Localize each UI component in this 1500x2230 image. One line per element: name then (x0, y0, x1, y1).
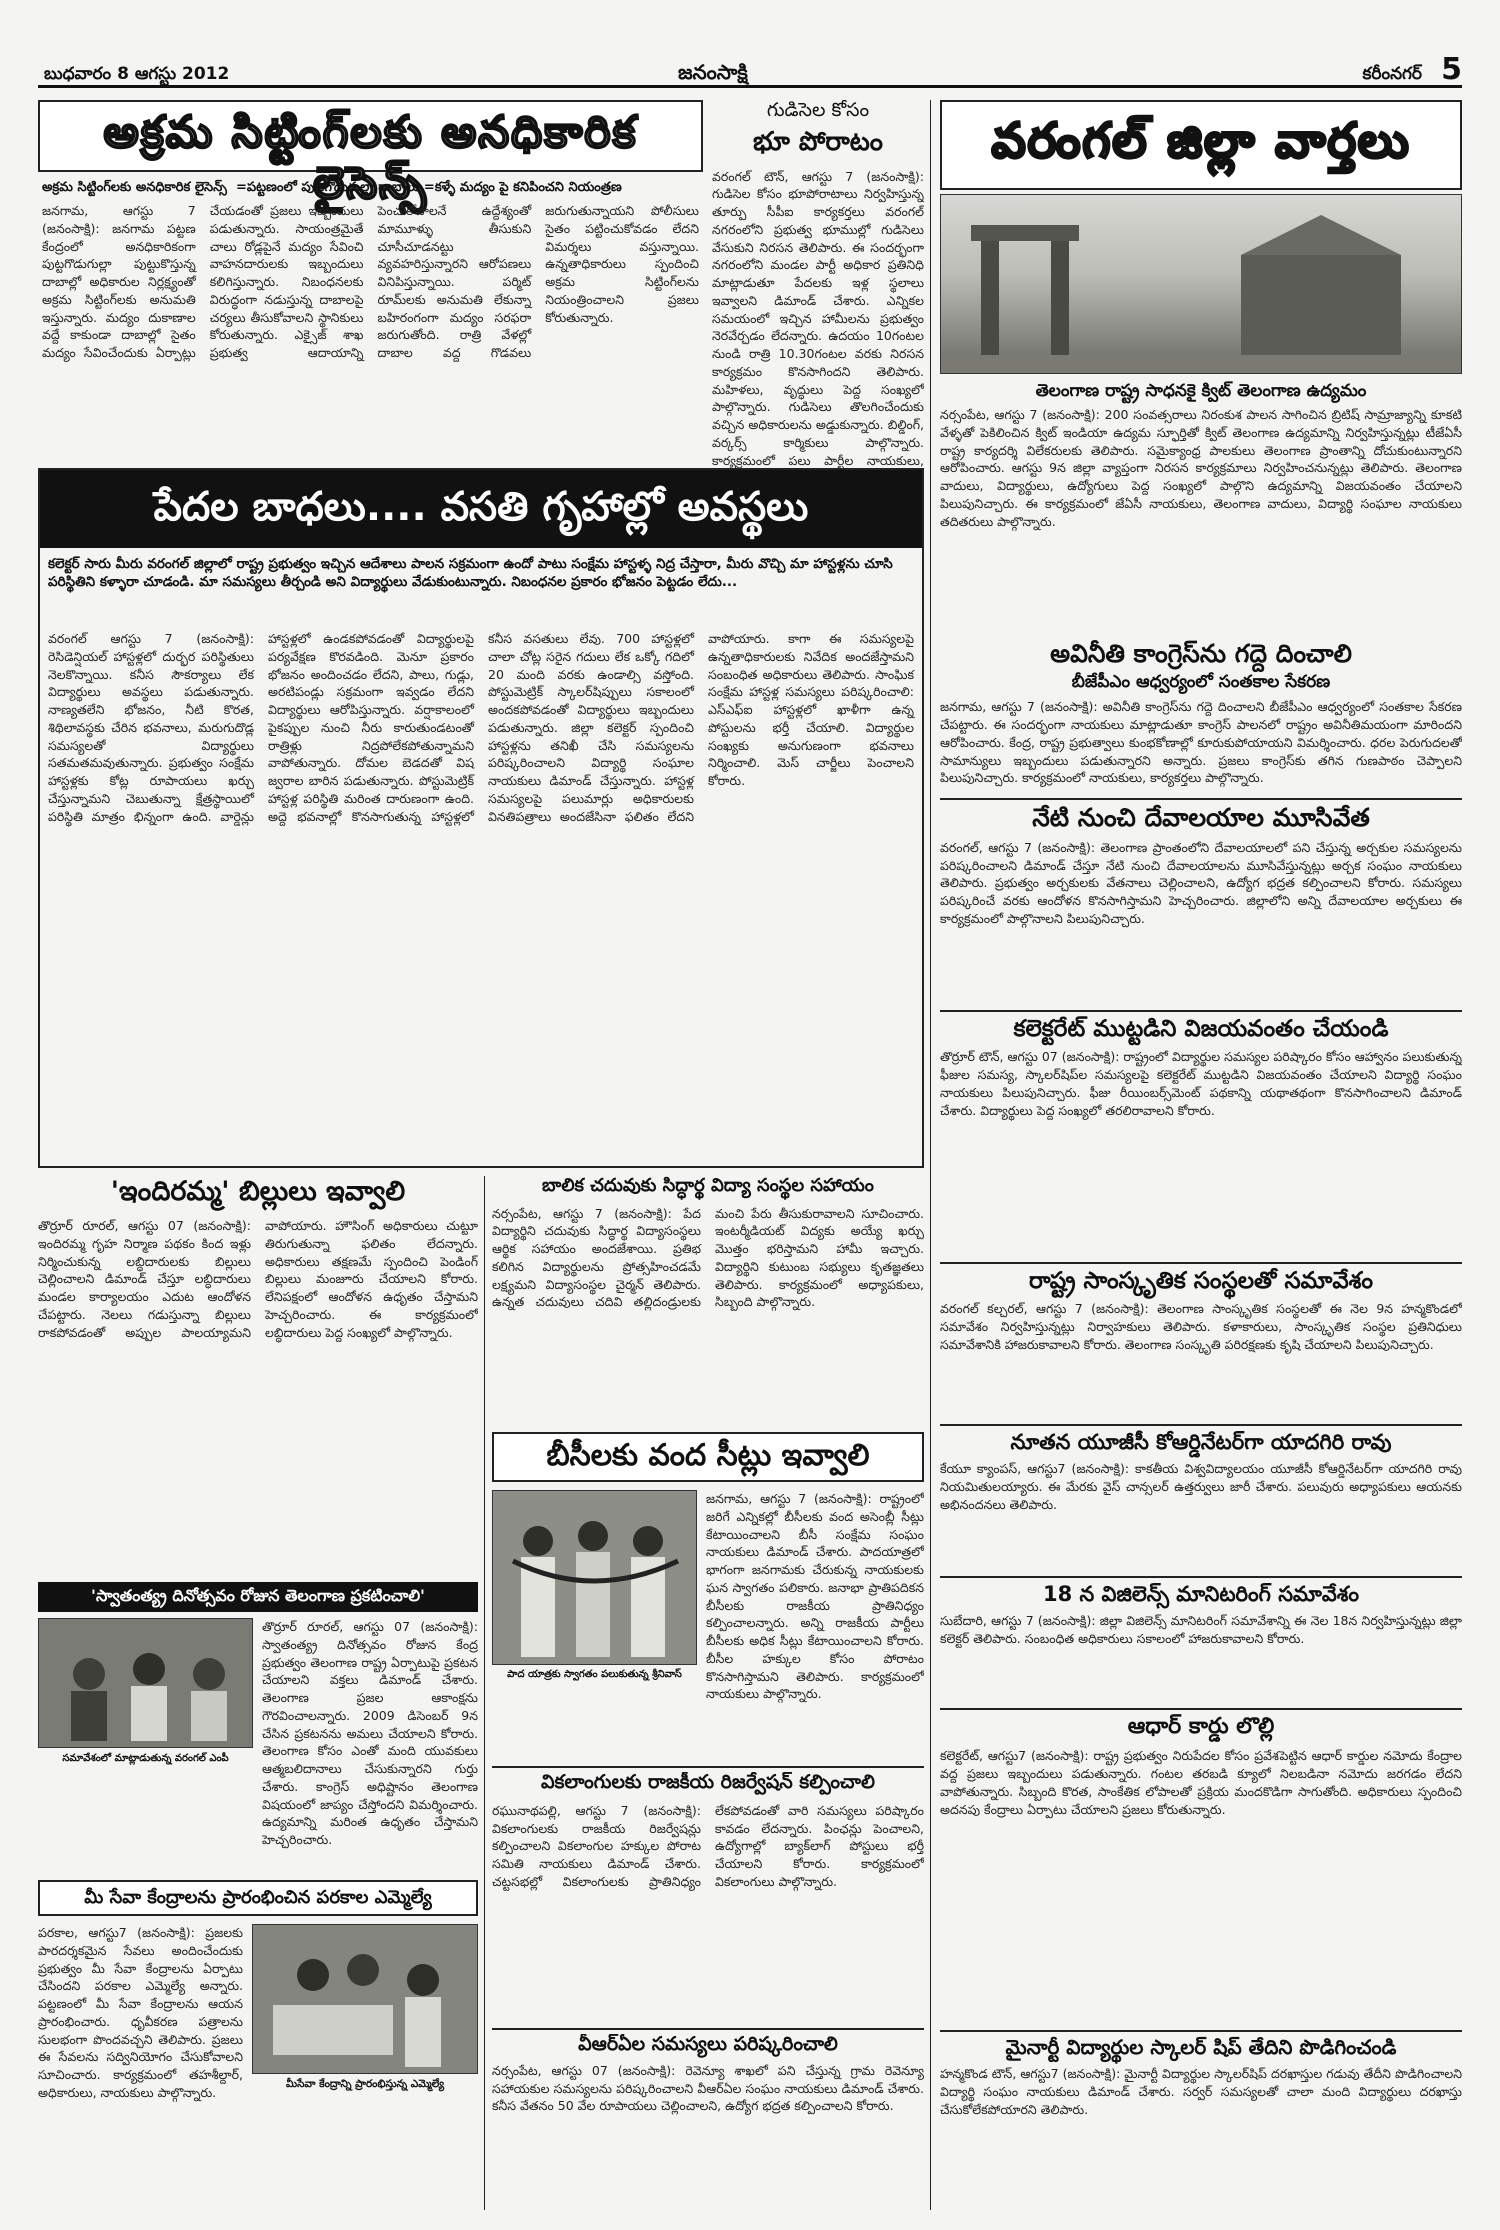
meeting-illustration (39, 1619, 253, 1748)
headline: పేదల బాధలు.... వసతి గృహాల్లో అవస్థలు (153, 484, 809, 530)
issue-date: బుధవారం 8 ఆగస్టు 2012 (44, 64, 230, 84)
padayatra-photo (492, 1490, 697, 1665)
section-rule (492, 1766, 924, 1768)
photo-caption: మీసేవా కేంద్రాన్ని ప్రారంభిస్తున్న ఎమ్మెల్యే (285, 2078, 445, 2090)
article-body: నర్సంపేట, ఆగస్టు 7 (జనంసాక్షి): పేద విద్యార్థిని చదువుకు సిద్ధార్థ విద్యాసంస్థలు ఆర్థిక సహాయం అందజేశాయి. ప్రతిభ కలిగిన విద్యార్థులను ప్రోత్సహించడమే లక్ష్యమని విద్యాసంస్థల చైర్మన్ తెలిపారు. ఉన్నత చదువులు చదివి తల్లిదండ్రులకు మంచి పేరు తీసుకురావాలని సూచించారు. ఇంటర్మీడియట్ విద్యకు అయ్యే ఖర్చు మొత్తం భరిస్తామని హామీ ఇచ్చారు. విద్యార్థిని కుటుంబ సభ్యులు కృతజ్ఞతలు తెలిపారు. కార్యక్రమంలో అధ్యాపకులు, సిబ్బంది పాల్గొన్నారు. (492, 1205, 924, 1310)
headline: అవినీతి కాంగ్రెస్‌ను గద్దె దించాలి (1050, 640, 1352, 668)
headline: కలెక్టరేట్ ముట్టడిని విజయవంతం చేయండి (1013, 1016, 1389, 1042)
article-body: సుబేదారి, ఆగస్టు 7 (జనంసాక్షి): జిల్లా విజిలెన్స్ మానిటరింగ్ సమావేశాన్ని ఈ నెల 18న నిర్వహిస్తున్నట్లు జిల్లా కలెక్టర్ తెలిపారు. సంబంధిత అధికారులు సకాలంలో హాజరుకావాలని కోరారు. (940, 1613, 1462, 1646)
article-body: నర్సంపేట, ఆగస్టు 07 (జనంసాక్షి): రెవెన్యూ శాఖలో పని చేస్తున్న గ్రామ రెవెన్యూ సహాయకుల సమస్యలను పరిష్కరించాలని వీఆర్ఏల సంఘం నాయకులు డిమాండ్ చేశారు. కనీస వేతనం 50 వేల రూపాయలు చెల్లించాలని, ఉద్యోగ భద్రత కల్పించాలని కోరారు. (492, 2062, 924, 2114)
column-rule (484, 1176, 485, 2210)
headline: నూతన యూజీసీ కోఆర్డినేటర్‌గా యాదగిరి రావు (1010, 1430, 1392, 1454)
headline: 'స్వాతంత్య్ర దినోత్సవం రోజున తెలంగాణ ప్రకటించాలి' (91, 1586, 425, 1605)
article-cultural-meeting (940, 1268, 1462, 1418)
section-title: వరంగల్ జిల్లా వార్తలు (991, 113, 1411, 169)
article-body: వరంగల్ టౌన్, ఆగస్టు 7 (జనంసాక్షి): గుడిసెల కోసం భూపోరాటాలు నిర్వహిస్తున్న తూర్పు సీపీఐ కార్యకర్తలు వరంగల్ నగరంలోని ప్రభుత్వ భూముల్లో గుడిసెలు వేసుకుని నిరసన తెలిపారు. ఈ సందర్భంగా నగరంలోని మండల పార్టీ అధికార ప్రతినిధి మాట్లాడుతూ పేదలకు ఇళ్ల స్థలాలు ఇవ్వాలని డిమాండ్ చేశారు. ఎన్నికల సమయంలో ఇచ్చిన హామీలను ప్రభుత్వం నెరవేర్చడం లేదన్నారు. ఉదయం 10గంటల నుండి రాత్రి 10.30గంటల వరకు నిరసన కార్యక్రమం కొనసాగిందని తెలిపారు. మహిళలు, వృద్ధులు పెద్ద సంఖ్యలో పాల్గొన్నారు. గుడిసెలు తొలగించేందుకు వచ్చిన అధికారులను అడ్డుకున్నారు. బిల్డింగ్, వర్కర్స్ కార్మికులు పాల్గొన్నారు. కార్యక్రమంలో పలు పార్టీల నాయకులు, (712, 168, 924, 468)
newspaper-logo: జనంసాక్షి (678, 60, 748, 84)
article-body: తొర్రూర్ టౌన్, ఆగస్టు 07 (జనంసాక్షి): రాష్ట్రంలో విద్యార్థుల సమస్యల పరిష్కారం కోసం ఆహ్వానం పలుకుతున్న ఫీజుల సమస్య, స్కాలర్‌షిప్‌ల సమస్యలపై కలెక్టరేట్ ముట్టడిని విజయవంతం చేయాలని విద్యార్థి సంఘం నాయకులు పిలుపునిచ్చారు. ఫీజు రీయింబర్స్‌మెంట్ పథకాన్ని యథాతథంగా కొనసాగించాలని డిమాండ్ చేశారు. విద్యార్థులు పెద్ద సంఖ్యలో తరలిరావాలని కోరారు. (940, 1049, 1462, 1118)
article-siddhartha-aid (492, 1176, 924, 1426)
headline: అక్రమ సిట్టింగ్‌లకు అనధికారిక లైసెన్స్ (103, 107, 638, 209)
section-rule (940, 1424, 1462, 1426)
fort-gate-illustration (941, 195, 1462, 374)
article-aadhaar-trouble (940, 1714, 1462, 2024)
photo-caption: సమావేశంలో మాట్లాడుతున్న వరంగల్ ఎంపీ (62, 1753, 229, 1764)
edition-city: కరీంనగర్ (1362, 64, 1422, 84)
article-body: తొర్రూర్ రూరల్, ఆగస్టు 07 (జనంసాక్షి): ఇందిరమ్మ గృహ నిర్మాణ పథకం కింద ఇళ్లు నిర్మించుకున్న లబ్ధిదారులకు బిల్లులు చెల్లించాలని డిమాండ్ చేస్తూ లబ్ధిదారులు మండల కార్యాలయం ఎదుట ఆందోళన చేపట్టారు. నెలలు గడుస్తున్నా బిల్లులు రాకపోవడంతో అప్పుల పాలయ్యామని వాపోయారు. హౌసింగ్ అధికారులు చుట్టూ తిరుగుతున్నా ఫలితం లేదన్నారు. అధికారులు తక్షణమే స్పందించి పెండింగ్ బిల్లులు మంజూరు చేయాలని కోరారు. లేనిపక్షంలో ఆందోళన ఉధృతం చేస్తామని హెచ్చరించారు. ఈ కార్యక్రమంలో లబ్ధిదారులు పెద్ద సంఖ్యలో పాల్గొన్నారు. (38, 1218, 478, 1340)
article-body: జనగామ, ఆగస్టు 7 (జనంసాక్షి): జనగామ పట్టణ కేంద్రంలో అనధికారికంగా పుట్టగొడుగుల్లా పుట్టుకొస్తున్న దాబాల్లో అధికారుల నిర్లక్ష్యంతో అక్రమ సిట్టింగ్‌లకు అనుమతి ఇస్తున్నారు. మద్యం దుకాణాల వద్దే కాకుండా దాబాల్లో సైతం మద్యం సేవించేందుకు ఏర్పాట్లు చేయడంతో ప్రజలు ఇబ్బందులు పడుతున్నారు. సాయంత్రమైతే చాలు రోడ్లపైనే మద్యం సేవించి వాహనదారులకు ఇబ్బందులు కలిగిస్తున్నారు. నిబంధనలకు విరుద్ధంగా నడుస్తున్న దాబాలపై చర్యలు తీసుకోవాలని స్థానికులు కోరుతున్నారు. ఎక్సైజ్ శాఖ ప్రభుత్వ ఆదాయాన్ని పెంచుకోవాలనే ఉద్దేశ్యంతో మామూళ్ళు తీసుకుని చూసీచూడనట్టు వ్యవహరిస్తున్నారని ఆరోపణలు వినిపిస్తున్నాయి. పర్మిట్ రూమ్‌లకు అనుమతి లేకున్నా బహిరంగంగా మద్యం సరఫరా జరుగుతోంది. రాత్రి వేళల్లో దాబాల వద్ద గొడవలు జరుగుతున్నాయని పోలీసులు సైతం పట్టించుకోవడం లేదని విమర్శలు వస్తున్నాయి. ఉన్నతాధికారులు స్పందించి అక్రమ సిట్టింగ్‌లను నియంత్రించాలని ప్రజలు కోరుతున్నారు. (42, 203, 699, 360)
headline: బాలిక చదువుకు సిద్ధార్థ విద్యా సంస్థల సహాయం (542, 1176, 874, 1196)
section-rule (492, 2028, 924, 2030)
article-independence-day (38, 1582, 478, 1872)
padayatra-illustration (493, 1491, 697, 1665)
article-minority-scholarship (940, 2036, 1462, 2206)
section-warangal-news (940, 100, 1462, 630)
subheadline: అక్రమ సిట్టింగ్‌లకు అనధికారిక లైసెన్స్ ‍‍‍ =పట్టణంలో పుట్టగొడుగుల్లా దాబాలు =కళ్ళే మద్యం పై కనిపించని నియంత్రణ (42, 180, 622, 195)
headline: రాష్ట్ర సాంస్కృతిక సంస్థలతో సమావేశం (1028, 1268, 1374, 1294)
article-corrupt-congress (940, 640, 1462, 790)
mee-seva-photo (252, 1924, 478, 2074)
headline: వికలాంగులకు రాజకీయ రిజర్వేషన్ కల్పించాలి (541, 1772, 875, 1793)
article-body: పరకాల, ఆగస్టు7 (జనంసాక్షి): ప్రజలకు పారదర్శకమైన సేవలు అందించేందుకు ప్రభుత్వం మీ సేవా కేంద్రాలను ఏర్పాటు చేసిందని పరకాల ఎమ్మెల్యే అన్నారు. పట్టణంలో మీ సేవా కేంద్రాలను ఆయన ప్రారంభించారు. ధృవీకరణ పత్రాలను సులభంగా పొందవచ్చని తెలిపారు. ప్రజలు ఈ సేవలను సద్వినియోగం చేసుకోవాలని సూచించారు. కార్యక్రమంలో తహశీల్దార్, అధికారులు, నాయకులు పాల్గొన్నారు. (38, 1925, 243, 2100)
headline: బీసీలకు వంద సీట్లు ఇవ్వాలి (546, 1438, 870, 1473)
headline: 'ఇందిరమ్మ' బిల్లులు ఇవ్వాలి (110, 1176, 406, 1207)
headline: వీఆర్ఏల సమస్యలు పరిష్కరించాలి (578, 2034, 838, 2055)
subheadline: బీజేపీఎం ఆధ్వర్యంలో సంతకాల సేకరణ (1071, 671, 1331, 692)
article-indiramma-bills (38, 1176, 478, 1576)
headline: భూ పోరాటం (752, 126, 883, 157)
warangal-fort-photo (940, 194, 1462, 374)
inauguration-illustration (253, 1925, 478, 2074)
headline: మీ సేవా కేంద్రాలను ప్రారంభించిన పరకాల ఎమ్మెల్యే (84, 1887, 432, 1908)
article-body: వరంగల్, ఆగస్టు 7 (జనంసాక్షి): తెలంగాణ ప్రాంతంలోని దేవాలయాలలో పని చేస్తున్న అర్చకుల సమస్యలను పరిష్కరించాలని డిమాండ్ చేస్తూ నేటి నుంచి దేవాలయాలను మూసివేస్తున్నట్లు అర్చక సంఘం నాయకులు తెలిపారు. ప్రభుత్వం అర్చకులకు వేతనాలు చెల్లించాలని, ఉద్యోగ భద్రత కల్పించాలని కోరారు. సమస్యలు పరిష్కరించే వరకు ఆందోళన కొనసాగిస్తామని హెచ్చరించారు. జిల్లాలోని అన్ని దేవాలయాల అర్చకులు ఈ కార్యక్రమంలో పాల్గొనాలని పిలుపునిచ్చారు. (940, 839, 1462, 926)
article-vigilance-meeting (940, 1582, 1462, 1702)
headline-box (38, 1880, 478, 1916)
article-body: నర్సంపేట, ఆగస్టు 7 (జనంసాక్షి): 200 సంవత్సరాలు నిరంకుశ పాలన సాగించిన బ్రిటిష్ సామ్రాజ్యాన్ని కూకటి వేళ్ళతో పెకిలించిన క్విట్ ఇండియా ఉద్యమ స్ఫూర్తితో క్విట్ తెలంగాణ ఉద్యమాన్ని నిర్వహిస్తున్నట్లు టీజేఏసీ రాష్ట్ర కార్యదర్శి విలేకరులకు తెలిపారు. సమైక్యాంధ్ర పాలకులు తెలంగాణ ప్రాంతాన్ని దోచుకుంటున్నారని ఆరోపించారు. ఆగస్టు 9న జిల్లా వ్యాప్తంగా నిరసన కార్యక్రమాలు నిర్వహించనున్నట్లు తెలిపారు. తెలంగాణ వాదులు, విద్యార్థులు, ఉద్యోగులు పెద్ద సంఖ్యలో పాల్గొని ఉద్యమాన్ని విజయవంతం చేయాలని పిలుపునిచ్చారు. ఈ కార్యక్రమంలో జేఏసీ నాయకులు, తెలంగాణ వాదులు, విద్యార్థి సంఘాల నాయకులు తదితరులు పాల్గొన్నారు. (940, 407, 1462, 529)
article-temples-closure (940, 804, 1462, 1004)
article-body: జనగామ, ఆగస్టు 7 (జనంసాక్షి): అవినీతి కాంగ్రెస్‌ను గద్దె దించాలని బీజేపీఎం ఆధ్వర్యంలో సంతకాల సేకరణ చేపట్టారు. ఈ సందర్భంగా నాయకులు మాట్లాడుతూ కాంగ్రెస్ పాలనలో రాష్ట్రం అవినీతిమయంగా మారిందని ఆరోపించారు. కేంద్ర, రాష్ట్ర ప్రభుత్వాలు కుంభకోణాల్లో కూరుకుపోయాయని విమర్శించారు. ధరల పెరుగుదలతో సామాన్యులు ఇబ్బందులు పడుతున్నారని అన్నారు. ప్రజలు కాంగ్రెస్‌కు తగిన గుణపాఠం చెప్పాలని పిలుపునిచ్చారు. కార్యక్రమంలో నాయకులు, కార్యకర్తలు పాల్గొన్నారు. (940, 699, 1462, 786)
page-number: 5 (1441, 52, 1462, 87)
meeting-photo (38, 1618, 253, 1748)
article-body: తొర్రూర్ రూరల్, ఆగస్టు 07 (జనంసాక్షి): స్వాతంత్య్ర దినోత్సవం రోజున కేంద్ర ప్రభుత్వం తెలంగాణ రాష్ట్ర ఏర్పాటుపై ప్రకటన చేయాలని వక్తలు డిమాండ్ చేశారు. తెలంగాణ ప్రజల ఆకాంక్షను గౌరవించాలన్నారు. 2009 డిసెంబర్ 9న చేసిన ప్రకటనను అమలు చేయాలని కోరారు. తెలంగాణ కోసం ఎంతో మంది యువకులు ఆత్మబలిదానాలు చేసుకున్నారని గుర్తు చేశారు. కాంగ్రెస్ అధిష్టానం తెలంగాణ విషయంలో జాప్యం చేస్తోందని విమర్శించారు. ఉద్యమాన్ని మరింత ఉధృతం చేస్తామని హెచ్చరించారు. (262, 1619, 478, 1847)
headline-box (492, 1432, 924, 1482)
headline: ఆధార్ కార్డు లొల్లి (1127, 1714, 1275, 1739)
section-rule (940, 2030, 1462, 2032)
article-disabled-reservation (492, 1772, 924, 2022)
article-vra-issues (492, 2034, 924, 2210)
article-body: జనగామ, ఆగస్టు 7 (జనంసాక్షి): రాష్ట్రంలో జరిగే ఎన్నికల్లో బీసీలకు వంద అసెంబ్లీ సీట్లు కేటాయించాలని బీసీ సంక్షేమ సంఘం నాయకులు డిమాండ్ చేశారు. పాదయాత్రలో భాగంగా జనగామకు చేరుకున్న నాయకులకు ఘన స్వాగతం పలికారు. జనాభా ప్రాతిపదికన బీసీలకు రాజకీయ ప్రాతినిధ్యం కల్పించాలన్నారు. అన్ని రాజకీయ పార్టీలు బీసీలకు అధిక సీట్లు కేటాయించాలని కోరారు. బీసీల హక్కుల కోసం పోరాటం కొనసాగిస్తామని తెలిపారు. కార్యక్రమంలో నాయకులు పాల్గొన్నారు. (706, 1491, 924, 1702)
headline-label: గుడిసెల కోసం (766, 100, 870, 121)
masthead (38, 52, 1462, 88)
article-bc-seats (492, 1432, 924, 1762)
article-body: కేయూ క్యాంపస్, ఆగస్టు7 (జనంసాక్షి): కాకతీయ విశ్వవిద్యాలయం యూజీసీ కోఆర్డినేటర్‌గా యాదగిరి రావు నియమితులయ్యారు. ఈ మేరకు వైస్ చాన్సలర్ ఉత్తర్వులు జారీ చేశారు. పలువురు అధ్యాపకులు ఆయనకు అభినందనలు తెలిపారు. (940, 1461, 1462, 1512)
article-hostel-woes (38, 468, 924, 1168)
section-title-box (940, 100, 1462, 190)
article-body: వరంగల్ ఆగస్టు 7 (జనంసాక్షి): రెసిడెన్షియల్ హాస్టళ్లలో దుర్భర పరిస్థితులు నెలకొన్నాయి. కనీస సౌకర్యాలు లేక విద్యార్థులు అవస్థలు పడుతున్నారు. నాణ్యతలేని భోజనం, నీటి కొరత, శిథిలావస్థకు చేరిన భవనాలు, మరుగుదొడ్ల సమస్యలతో విద్యార్థులు సతమతమవుతున్నారు. ప్రభుత్వం సంక్షేమ హాస్టళ్లకు కోట్ల రూపాయలు ఖర్చు చేస్తున్నామని చెబుతున్నా క్షేత్రస్థాయిలో పరిస్థితి మాత్రం భిన్నంగా ఉంది. వార్డెన్లు హాస్టళ్లలో ఉండకపోవడంతో విద్యార్థులపై పర్యవేక్షణ కొరవడింది. మెనూ ప్రకారం భోజనం అందించడం లేదని, పాలు, గుడ్లు, అరటిపండ్లు సక్రమంగా ఇవ్వడం లేదని విద్యార్థులు ఆరోపిస్తున్నారు. వర్షాకాలంలో పైకప్పుల నుంచి నీరు కారుతుండటంతో రాత్రిళ్లు నిద్రపోలేకపోతున్నామని వాపోతున్నారు. దోమల బెడదతో విష జ్వరాల బారిన పడుతున్నారు. పోస్టుమెట్రిక్ హాస్టళ్ల పరిస్థితి మరింత దారుణంగా ఉంది. అద్దె భవనాల్లో కొనసాగుతున్న హాస్టళ్లలో కనీస వసతులు లేవు. 700 హాస్టళ్లలో చాలా చోట్ల సరైన గదులు లేక ఒక్కో గదిలో 20 మంది వరకు ఉండాల్సి వస్తోంది. పోస్టుమెట్రిక్ స్కాలర్‌షిప్పులు సకాలంలో అందకపోవడంతో విద్యార్థులు ఇబ్బందులు పడుతున్నారు. జిల్లా కలెక్టర్ స్పందించి హాస్టళ్లను తనిఖీ చేసి సమస్యలను పరిష్కరించాలని విద్యార్థి సంఘాల నాయకులు డిమాండ్ చేస్తున్నారు. హాస్టళ్ల సమస్యలపై పలుమార్లు అధికారులకు వినతిపత్రాలు అందజేసినా ఫలితం లేదని వాపోయారు. కాగా ఈ సమస్యలపై ఉన్నతాధికారులకు నివేదిక అందజేస్తామని సంబంధిత అధికారులు తెలిపారు. సాంఘిక సంక్షేమ హాస్టళ్ల సమస్యలు పరిష్కరించాలి: ఎస్ఎఫ్ఐ హాస్టళ్లలో ఖాళీగా ఉన్న పోస్టులను భర్తీ చేయాలి. విద్యార్థుల సంఖ్యకు అనుగుణంగా భవనాలు నిర్మించాలి. మెస్ చార్జీలు పెంచాలని కోరారు. (48, 631, 914, 824)
article-body: కలెక్టరేట్, ఆగస్టు7 (జనంసాక్షి): రాష్ట్ర ప్రభుత్వం నిరుపేదల కోసం ప్రవేశపెట్టిన ఆధార్ కార్డుల నమోదు కేంద్రాల వద్ద ప్రజలు ఇబ్బందులు పడుతున్నారు. గంటల తరబడి క్యూలో నిలబడినా నమోదు జరగడం లేదని వాపోతున్నారు. సిబ్బంది కొరత, సాంకేతిక లోపాలతో ప్రక్రియ మందకొడిగా సాగుతోంది. అధికారులు స్పందించి అదనపు కేంద్రాలు ఏర్పాటు చేయాలని ప్రజలు కోరుతున్నారు. (940, 1748, 1462, 1817)
section-rule (940, 798, 1462, 800)
article-collectorate-siege (940, 1016, 1462, 1256)
photo-headline: తెలంగాణ రాష్ట్ర సాధనకై క్విట్ తెలంగాణ ఉద్యమం (1035, 381, 1367, 401)
headline: మైనార్టీ విద్యార్థుల స్కాలర్ షిప్ తేదిని పొడిగించండి (1005, 2036, 1397, 2059)
article-body: రఘునాథపల్లి, ఆగస్టు 7 (జనంసాక్షి): వికలాంగులకు రాజకీయ రిజర్వేషన్లు కల్పించాలని వికలాంగుల హక్కుల పోరాట సమితి నాయకులు డిమాండ్ చేశారు. చట్టసభల్లో వికలాంగులకు ప్రాతినిధ్యం లేకపోవడంతో వారి సమస్యలు పరిష్కారం కావడం లేదన్నారు. పింఛన్లు పెంచాలని, ఉద్యోగాల్లో బ్యాక్‌లాగ్ పోస్టులు భర్తీ చేయాలని కోరారు. కార్యక్రమంలో వికలాంగులు పాల్గొన్నారు. (492, 1802, 924, 1889)
section-rule (940, 1576, 1462, 1578)
section-rule (940, 1708, 1462, 1710)
subheadline: కలెక్టర్ సారు మీరు వరంగల్ జిల్లాలో రాష్ట్ర ప్రభుత్వం ఇచ్చిన ఆదేశాలు పాలన సక్రమంగా ఉందో పాటు సంక్షేమ హాస్టళ్ళ నిద్ర చేస్తారా, మీరు వొచ్చి మా హాస్టళ్లను చూసి పరిస్థితిని కళ్ళారా చూడండి. మా సమస్యలు తీర్చండి అని విద్యార్థులు వేడుకుంటున్నారు. నిబంధనల ప్రకారం భోజనం పెట్టడం లేదు... (48, 556, 893, 590)
headline-bar (38, 1582, 478, 1612)
section-rule (940, 1010, 1462, 1012)
article-ugc-coordinator (940, 1430, 1462, 1570)
headline: 18 న విజిలెన్స్ మానిటరింగ్ సమావేశం (1042, 1582, 1360, 1606)
headline: నేటి నుంచి దేవాలయాల మూసివేత (1032, 804, 1370, 832)
section-rule (940, 1262, 1462, 1264)
article-body: హన్మకొండ టౌన్, ఆగస్టు7 (జనంసాక్షి): మైనార్టీ విద్యార్థుల స్కాలర్‌షిప్ దరఖాస్తుల గడువు తేదీని పొడిగించాలని విద్యార్థి సంఘం నాయకులు డిమాండ్ చేశారు. సర్వర్ సమస్యలతో చాలా మంది విద్యార్థులు దరఖాస్తు చేసుకోలేకపోయారని తెలిపారు. (940, 2066, 1462, 2117)
article-body: వరంగల్ కల్చరల్, ఆగస్టు 7 (జనంసాక్షి): తెలంగాణ సాంస్కృతిక సంస్థలతో ఈ నెల 9న హన్మకొండలో సమావేశం నిర్వహిస్తున్నట్లు నిర్వాహకులు తెలిపారు. కళాకారులు, సాంస్కృతిక సంస్థల ప్రతినిధులు సమావేశానికి హాజరుకావాలని కోరారు. తెలంగాణ సంస్కృతి పరిరక్షణకు కృషి చేయాలని పిలుపునిచ్చారు. (940, 1301, 1462, 1352)
article-mee-seva (38, 1880, 478, 2210)
photo-caption: పాద యాత్రకు స్వాగతం పలుకుతున్న శ్రీనివాస్ (507, 1669, 682, 1680)
column-rule (930, 100, 931, 2210)
headline-bar (40, 470, 922, 548)
